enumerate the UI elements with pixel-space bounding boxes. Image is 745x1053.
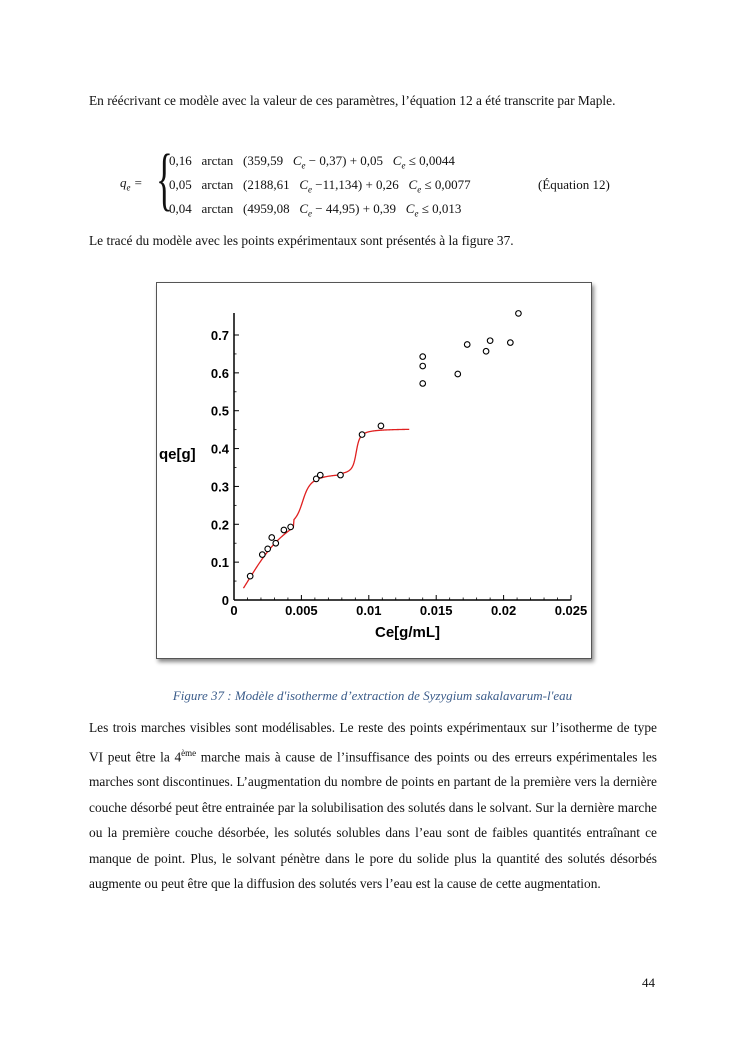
data-point	[516, 311, 522, 317]
data-point	[317, 472, 323, 478]
data-point	[281, 527, 287, 533]
y-tick-label: 0.7	[210, 328, 229, 343]
equation-row-1: 0,16 arctan (359,59 $C_e - 0,37) + 0,05$ $C_e \le 0,0044$	[169, 153, 455, 171]
x-tick-label: 0.005	[285, 603, 318, 618]
isotherm-chart	[157, 283, 591, 658]
data-point	[273, 540, 279, 546]
equation-lhs: $q_e$ =	[120, 175, 143, 193]
figure-37-frame	[156, 282, 592, 659]
y-tick-label: 0.4	[210, 441, 229, 457]
data-point	[420, 381, 426, 387]
y-tick-label: 0.2	[210, 517, 229, 533]
y-tick-label: 0.3	[210, 479, 229, 495]
data-point	[378, 423, 384, 429]
data-point	[338, 472, 344, 478]
y-tick-label: 0.6	[210, 365, 229, 381]
data-point	[288, 524, 294, 530]
data-point	[508, 340, 514, 346]
y-tick-label: 0	[221, 593, 229, 608]
x-tick-label: 0.01	[356, 603, 382, 618]
x-tick-label: 0.015	[419, 603, 453, 618]
x-tick-label: 0	[230, 603, 238, 618]
x-axis-label: Ce[g/mL]	[375, 624, 440, 641]
y-tick-label: 0.5	[210, 403, 229, 419]
data-point	[260, 552, 266, 558]
figure-caption: Figure 37 : Modèle d'isotherme d’extraction de Syzygium sakalavarum-l'eau	[172, 688, 573, 703]
data-point	[455, 371, 461, 377]
data-point	[247, 573, 253, 579]
equation-tag: (Équation 12)	[538, 177, 610, 192]
data-point	[269, 535, 275, 541]
data-point	[464, 342, 470, 348]
figure-reference-paragraph: Le tracé du modèle avec les points expérimentaux sont présentés à la figure 37.	[89, 233, 514, 248]
intro-paragraph: En réécrivant ce modèle avec la valeur de ces paramètres, l’équation 12 a été transcrite par Maple.	[89, 93, 616, 108]
data-point	[359, 432, 365, 438]
equation-row-3: 0,04 arctan (4959,08 $C_e - 44,95) + 0,39$ $C_e \le 0,013$	[169, 201, 462, 219]
y-tick-label: 0.1	[210, 555, 229, 571]
data-point	[420, 354, 426, 360]
model-curve	[243, 429, 409, 588]
page-number: 44	[642, 975, 655, 990]
data-point	[265, 546, 271, 552]
x-tick-label: 0.02	[490, 603, 517, 618]
data-point	[483, 348, 489, 354]
data-point	[420, 363, 426, 369]
discussion-paragraph: Les trois marches visibles sont modélisables. Le reste des points expérimentaux sur l’isotherme de type VI peut être la 4ème marche mais à cause de l’insuffisance des points ou des erreurs expérimentales les marches sont discontinues. L’augmentation du nombre de points en partant de la première vers la dernière couche désorbé peut être entrainée par la solubilisation des solutés dans le solvant. Sur la dernière marche ou la première couche désorbée, les solutés solubles dans l’eau sont de faibles quantités entraînant ce manque de point. Plus, le solvant pénètre dans le pore du solide plus la quantité des solutés désorbés augmente ou peut être que la diffusion des solutés vers l’eau est la cause de cette augmentation.	[89, 720, 657, 892]
data-point	[487, 338, 493, 344]
equation-row-2: 0,05 arctan (2188,61 $C_e -11,134) + 0,26$ $C_e \le 0,0077$	[169, 177, 471, 195]
equation-brace: {	[156, 141, 173, 218]
x-tick-label: 0.025	[554, 603, 588, 618]
y-axis-label: qe[g]	[159, 446, 196, 463]
equation-12	[120, 141, 680, 224]
